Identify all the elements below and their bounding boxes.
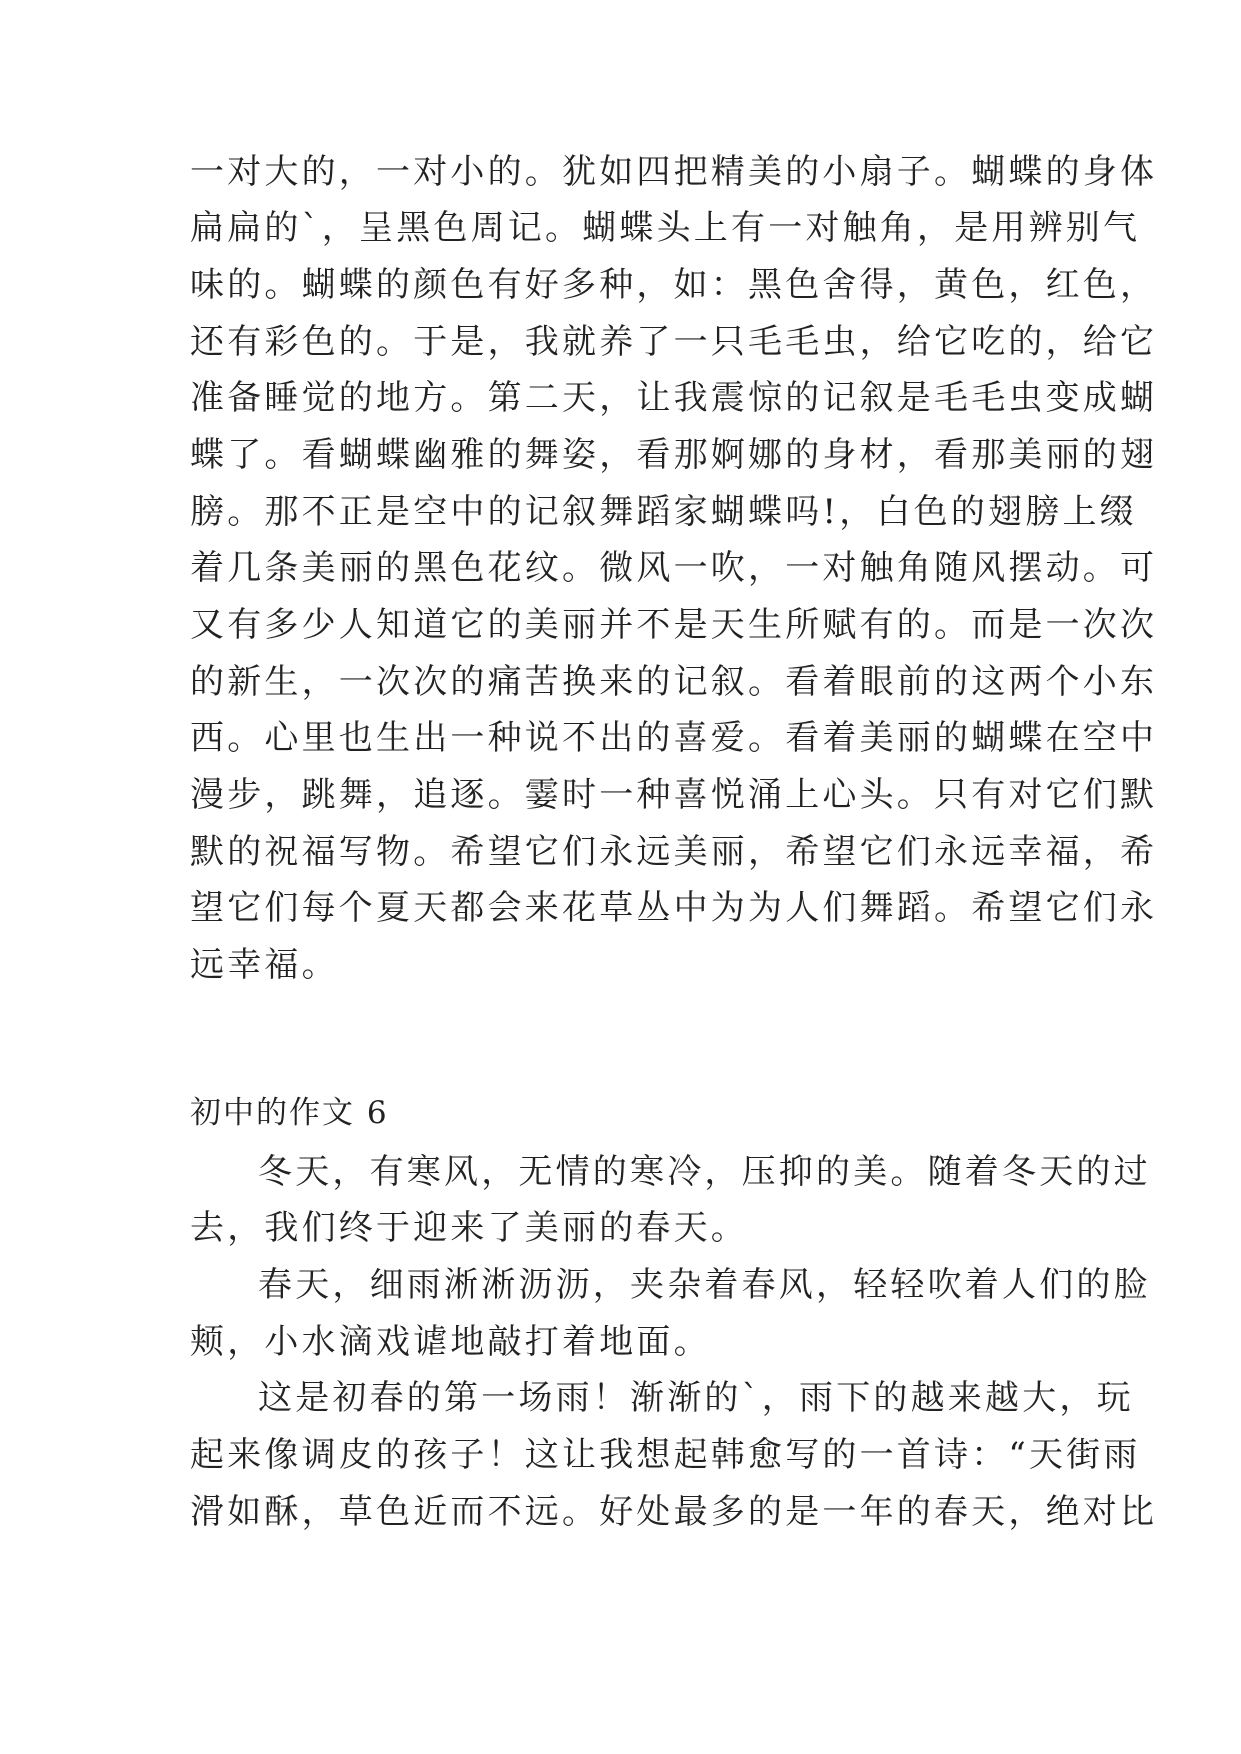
- paragraph-line: 这是初春的第一场雨！渐渐的`，雨下的越来越大，玩: [258, 1378, 1134, 1418]
- body-line: 一对大的，一对小的。犹如四把精美的小扇子。蝴蝶的身体: [190, 152, 1158, 192]
- body-line: 扁扁的`，呈黑色周记。蝴蝶头上有一对触角，是用辨别气: [190, 208, 1141, 248]
- body-line: 准备睡觉的地方。第二天，让我震惊的记叙是毛毛虫变成蝴: [190, 378, 1158, 418]
- body-line: 着几条美丽的黑色花纹。微风一吹，一对触角随风摆动。可: [190, 548, 1158, 588]
- paragraph-line: 去，我们终于迎来了美丽的春天。: [190, 1208, 748, 1248]
- paragraph-line: 颊，小水滴戏谑地敲打着地面。: [190, 1322, 711, 1362]
- body-line: 西。心里也生出一种说不出的喜爱。看着美丽的蝴蝶在空中: [190, 718, 1158, 758]
- body-line: 膀。那不正是空中的记叙舞蹈家蝴蝶吗!，白色的翅膀上缀: [190, 492, 1137, 532]
- body-line: 漫步，跳舞，追逐。霎时一种喜悦涌上心头。只有对它们默: [190, 775, 1158, 815]
- body-line: 味的。蝴蝶的颜色有好多种，如：黑色舍得，黄色，红色，: [190, 265, 1158, 305]
- body-line: 望它们每个夏天都会来花草丛中为为人们舞蹈。希望它们永: [190, 888, 1158, 928]
- body-line: 又有多少人知道它的美丽并不是天生所赋有的。而是一次次: [190, 605, 1158, 645]
- section-title: 初中的作文 6: [190, 1095, 389, 1131]
- body-line: 蝶了。看蝴蝶幽雅的舞姿，看那婀娜的身材，看那美丽的翅: [190, 435, 1158, 475]
- body-line: 远幸福。: [190, 945, 339, 985]
- body-line: 还有彩色的。于是，我就养了一只毛毛虫，给它吃的，给它: [190, 322, 1158, 362]
- paragraph-line: 春天，细雨淅淅沥沥，夹杂着春风，轻轻吹着人们的脸: [258, 1265, 1151, 1305]
- body-line: 的新生，一次次的痛苦换来的记叙。看着眼前的这两个小东: [190, 662, 1158, 702]
- body-line: 默的祝福写物。希望它们永远美丽，希望它们永远幸福，希: [190, 832, 1158, 872]
- paragraph-line: 冬天，有寒风，无情的寒冷，压抑的美。随着冬天的过: [258, 1152, 1151, 1192]
- paragraph-line: 滑如酥，草色近而不远。好处最多的是一年的春天，绝对比: [190, 1492, 1158, 1532]
- paragraph-line: 起来像调皮的孩子！这让我想起韩愈写的一首诗：“天街雨: [190, 1435, 1141, 1475]
